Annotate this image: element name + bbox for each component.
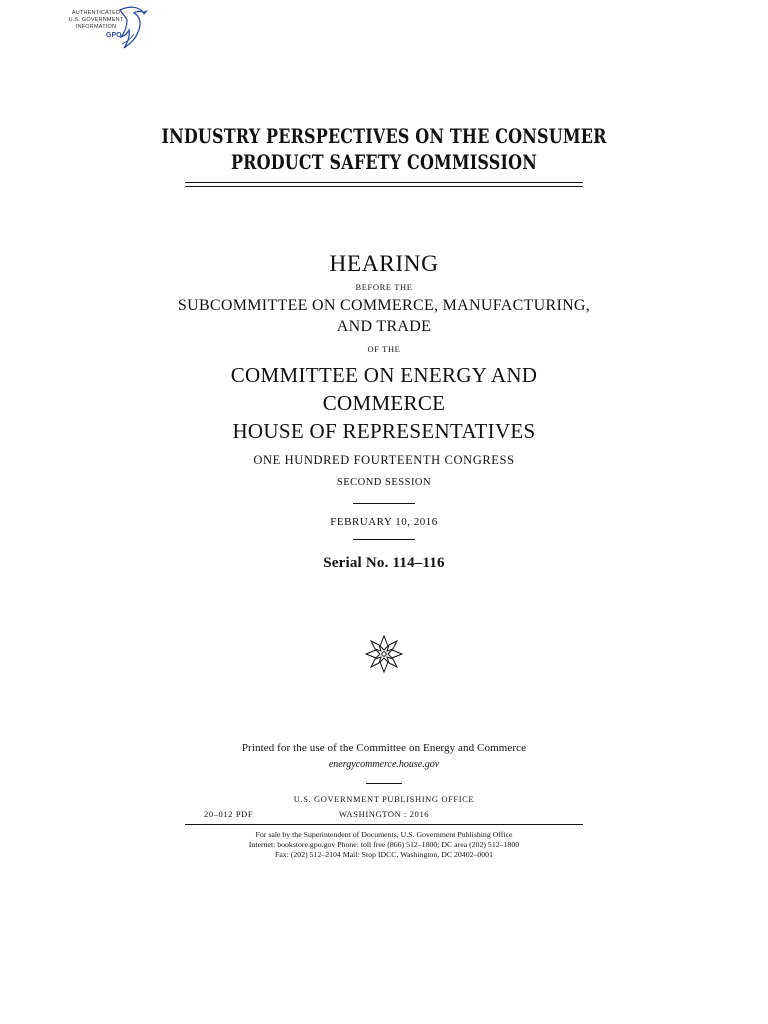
document-title-line1: INDUSTRY PERSPECTIVES ON THE CONSUMER	[161, 125, 607, 148]
printed-for-note: Printed for the use of the Committee on Energy and Commerce	[241, 742, 527, 754]
congress-label: ONE HUNDRED FOURTEENTH CONGRESS	[253, 453, 515, 467]
gpo-seal-icon	[50, 4, 150, 50]
footer-rule	[185, 824, 583, 825]
eagle-icon	[116, 4, 150, 50]
title-rule-top	[185, 182, 583, 183]
pdf-number: 20–012 PDF	[204, 809, 254, 819]
seal-gpo-mark: GPO	[106, 32, 122, 39]
seal-text-line1: AUTHENTICATED	[71, 10, 121, 16]
place-year: WASHINGTON : 2016	[338, 809, 430, 819]
seal-text-line2: U.S. GOVERNMENT	[68, 17, 124, 23]
date-rule-bottom	[353, 539, 415, 540]
sales-line2: Internet: bookstore.gpo.gov Phone: toll free (866) 512–1800; DC area (202) 512–1800	[248, 840, 520, 849]
document-title-line2: PRODUCT SAFETY COMMISSION	[230, 151, 538, 174]
of-the-label: OF THE	[367, 344, 401, 354]
serial-number: Serial No. 114–116	[323, 555, 445, 571]
subcommittee-line2: AND TRADE	[336, 318, 432, 335]
publishing-office: U.S. GOVERNMENT PUBLISHING OFFICE	[293, 794, 475, 804]
sales-line1: For sale by the Superintendent of Documents, U.S. Government Publishing Office	[255, 830, 513, 839]
session-label: SECOND SESSION	[336, 477, 432, 488]
house-label: HOUSE OF REPRESENTATIVES	[232, 419, 536, 443]
seal-text-line3: INFORMATION	[75, 24, 117, 30]
committee-line2: COMMERCE	[322, 391, 446, 415]
committee-line1: COMMITTEE ON ENERGY AND	[230, 363, 538, 387]
printer-ornament-icon	[364, 634, 404, 674]
office-rule	[366, 783, 402, 784]
sales-line3: Fax: (202) 512–2104 Mail: Stop IDCC, Washington, DC 20402–0001	[275, 850, 493, 859]
hearing-heading: HEARING	[329, 251, 439, 277]
date-rule-top	[353, 503, 415, 504]
subcommittee-line1: SUBCOMMITTEE ON COMMERCE, MANUFACTURING,	[177, 297, 591, 314]
committee-website: energycommerce.house.gov	[328, 759, 440, 770]
before-the-label: BEFORE THE	[355, 282, 413, 292]
hearing-date: FEBRUARY 10, 2016	[330, 516, 438, 528]
title-rule-bottom	[185, 186, 583, 187]
